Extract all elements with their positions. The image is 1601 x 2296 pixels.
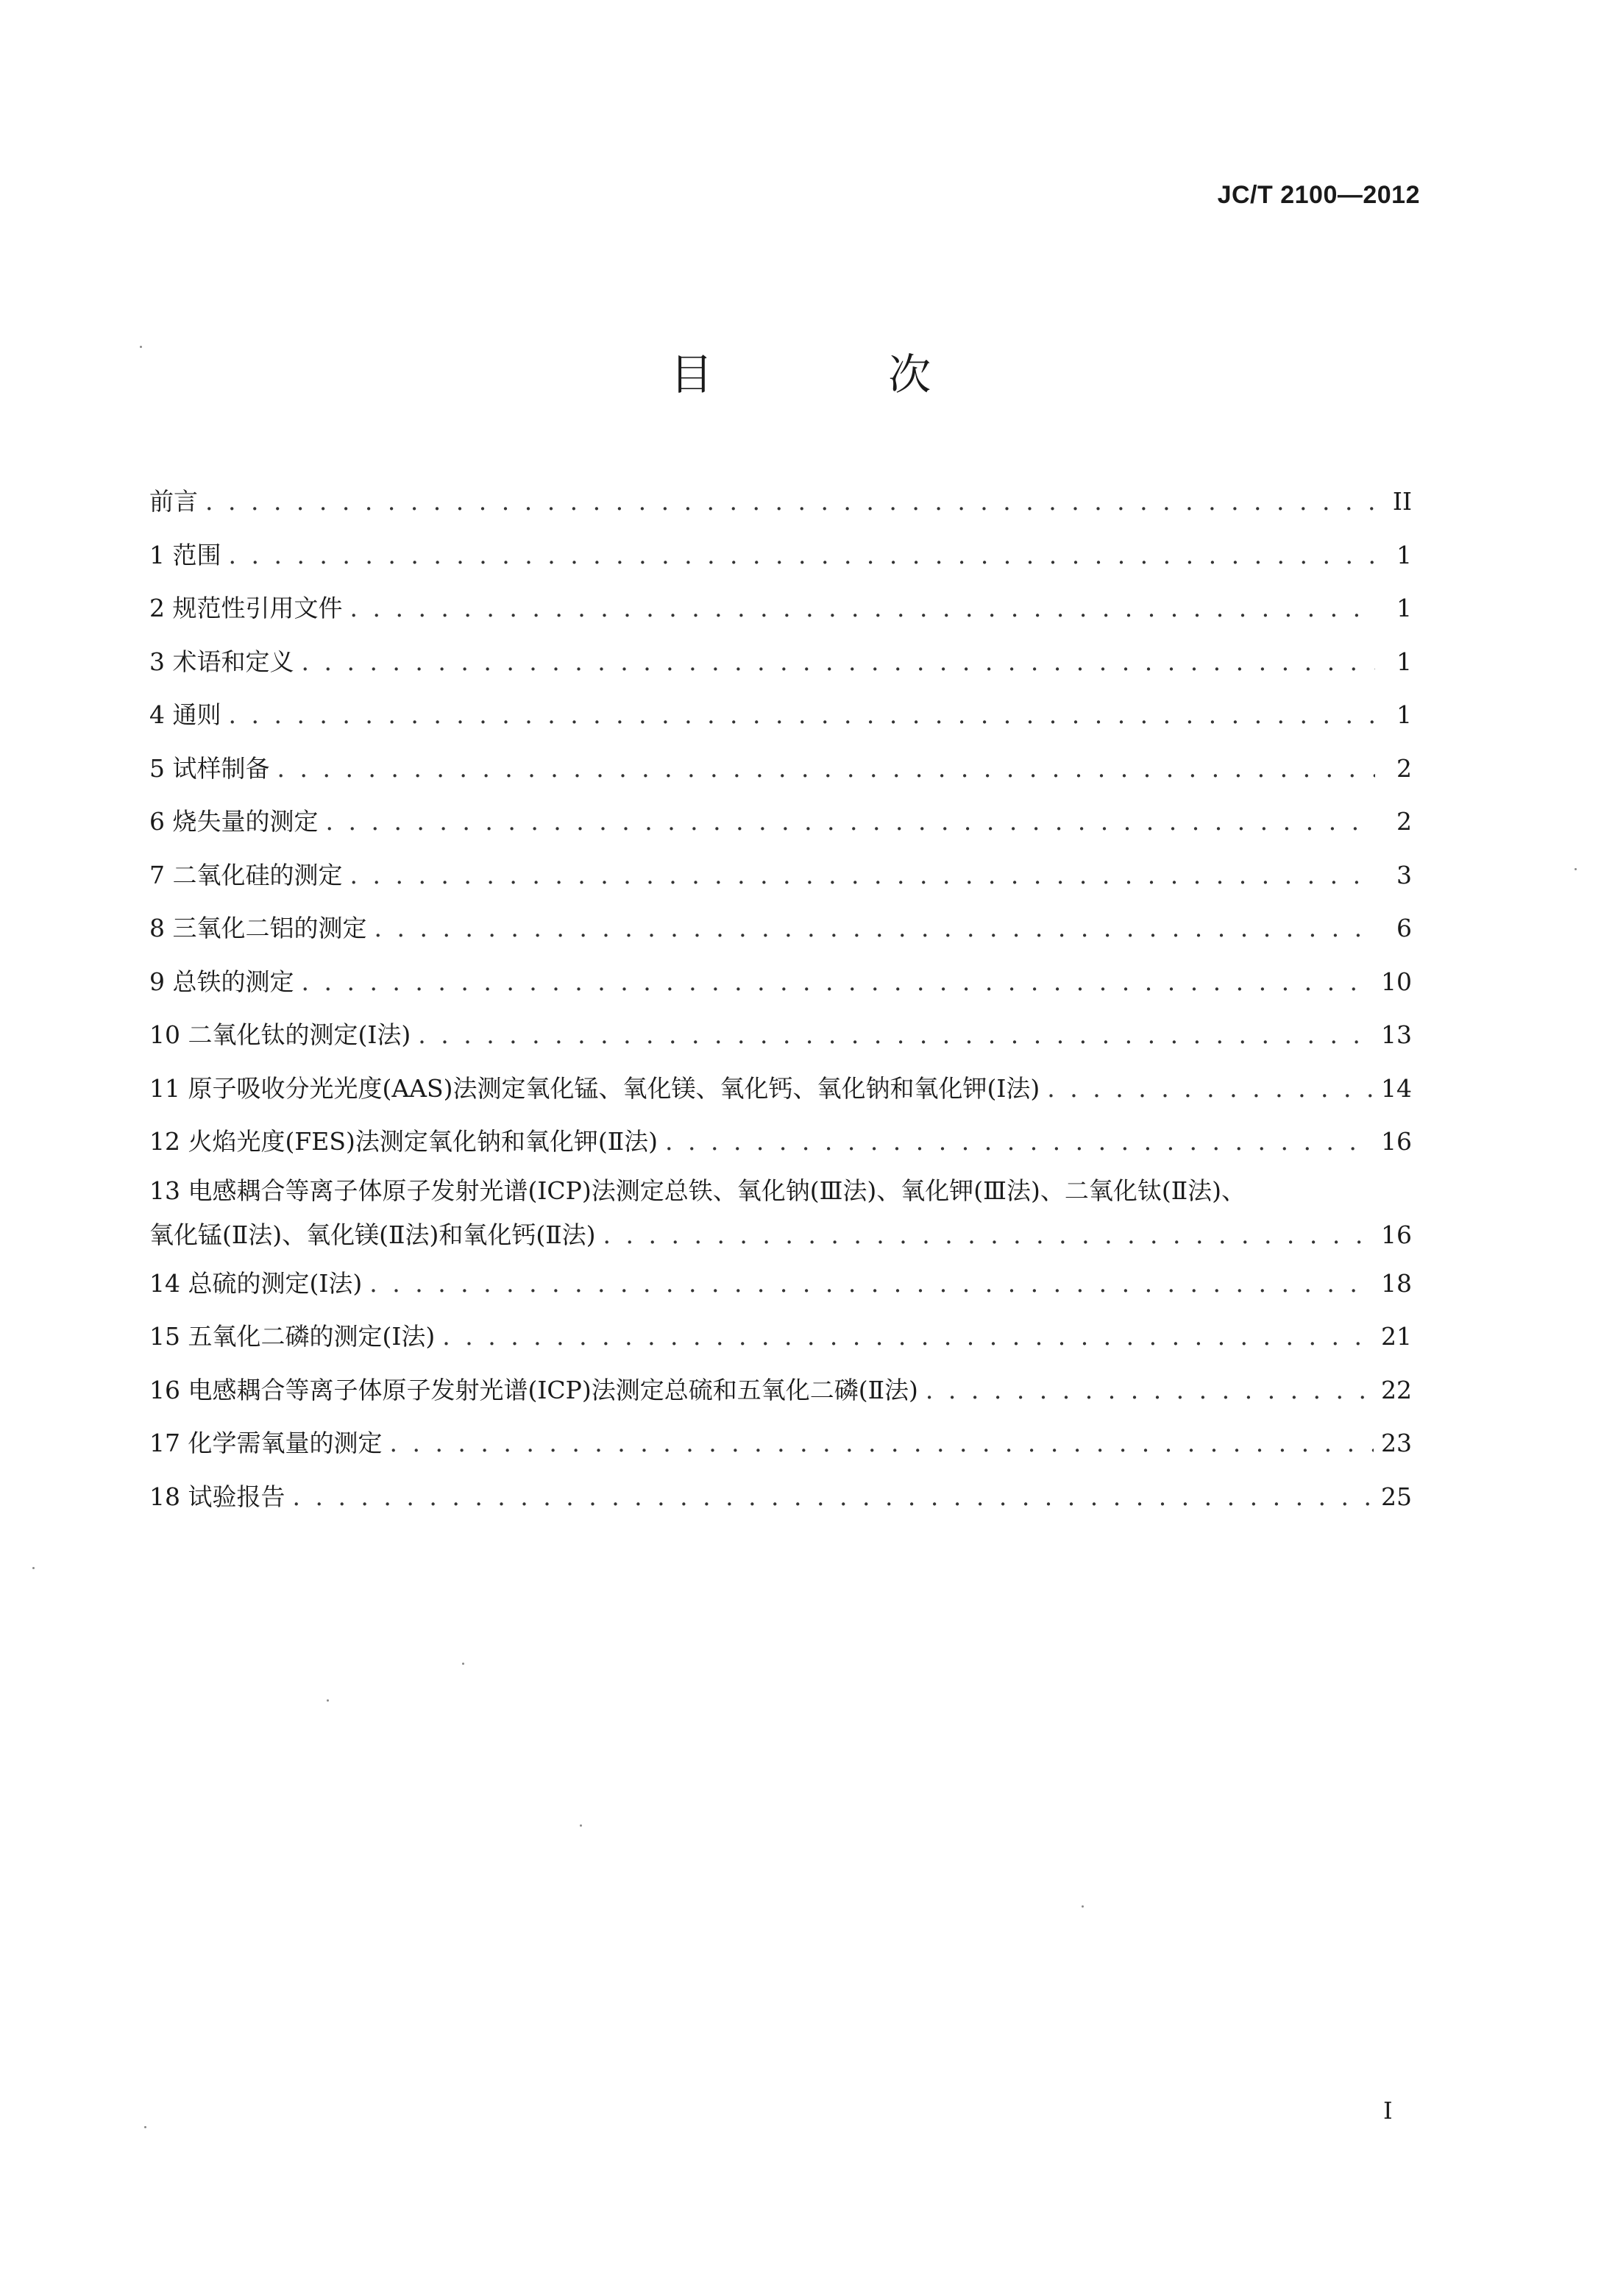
toc-entry-page: 1 (1396, 540, 1412, 569)
toc-entry-page: 10 (1381, 967, 1412, 996)
toc-entry-page: 6 (1396, 914, 1412, 942)
toc-entry-label: 15 五氧化二磷的测定(Ⅰ法) (149, 1322, 436, 1351)
toc-entry-3[interactable] (149, 636, 1412, 689)
toc-entry-label: 17 化学需氧量的测定 (149, 1429, 383, 1457)
page-title: 目 次 (670, 349, 1012, 399)
toc-entry-2[interactable] (149, 582, 1412, 636)
toc-entry-label: 2 规范性引用文件 (149, 594, 343, 622)
toc-dot-leader (926, 1364, 1374, 1418)
toc-entry-label: 1 范围 (149, 540, 221, 569)
toc-entry-label: 13 电感耦合等离子体原子发射光谱(ICP)法测定总铁、氧化钠(Ⅲ法)、氧化钾(Ⅲ法)、二氧化钛(Ⅱ法)、 (149, 1176, 1246, 1205)
toc-dot-leader (302, 956, 1374, 1009)
toc-entry-13-line-2[interactable] (149, 1213, 1412, 1257)
toc-entry-12[interactable] (149, 1115, 1412, 1169)
toc-dot-leader (229, 689, 1376, 742)
toc-entry-label: 10 二氧化钛的测定(Ⅰ法) (149, 1020, 411, 1049)
toc-entry-16[interactable] (149, 1364, 1412, 1418)
toc-dot-leader (205, 475, 1375, 529)
toc-entry-page: 21 (1381, 1322, 1412, 1351)
toc-entry-label-continued: 氧化锰(Ⅱ法)、氧化镁(Ⅱ法)和氧化钙(Ⅱ法) (149, 1220, 596, 1249)
toc-entry-10[interactable] (149, 1009, 1412, 1062)
toc-entry-page: 1 (1396, 594, 1412, 622)
toc-entry-4[interactable] (149, 689, 1412, 742)
toc-entry-18[interactable] (149, 1471, 1412, 1524)
toc-entry-11[interactable] (149, 1062, 1412, 1116)
toc-entry-17[interactable] (149, 1417, 1412, 1471)
toc-entry-14[interactable] (149, 1257, 1412, 1311)
toc-dot-leader (374, 902, 1376, 956)
scan-speck (580, 1824, 582, 1827)
toc-entry-page: 18 (1381, 1268, 1412, 1298)
toc-dot-leader (277, 742, 1376, 796)
toc-dot-leader (326, 795, 1376, 849)
toc-entry-page: 23 (1381, 1429, 1412, 1457)
toc-entry-9[interactable] (149, 956, 1412, 1009)
scan-speck (32, 1567, 35, 1569)
toc-entry-7[interactable] (149, 849, 1412, 903)
toc-entry-5[interactable] (149, 742, 1412, 796)
scan-speck (327, 1699, 329, 1702)
toc-entry-label: 11 原子吸收分光光度(AAS)法测定氧化锰、氧化镁、氧化钙、氧化钠和氧化钾(Ⅰ法) (149, 1073, 1040, 1103)
toc-entry-label: 6 烧失量的测定 (149, 807, 319, 836)
toc-entry-label: 3 术语和定义 (149, 647, 294, 676)
toc-entry-page: 14 (1381, 1073, 1412, 1103)
table-of-contents (149, 475, 1412, 1524)
toc-entry-page: 16 (1381, 1127, 1412, 1156)
toc-entry-15[interactable] (149, 1310, 1412, 1364)
toc-entry-label: 4 通则 (149, 700, 221, 729)
toc-entry-page: 25 (1381, 1482, 1412, 1511)
toc-entry-label: 8 三氧化二铝的测定 (149, 914, 367, 942)
toc-dot-leader (292, 1471, 1374, 1524)
scan-speck (1575, 868, 1577, 870)
toc-dot-leader (665, 1115, 1374, 1169)
toc-entry-page: 2 (1396, 807, 1412, 836)
toc-entry-page: 22 (1381, 1375, 1412, 1404)
toc-entry-label: 14 总硫的测定(Ⅰ法) (149, 1268, 363, 1298)
toc-entry-13-line-1[interactable] (149, 1169, 1412, 1213)
toc-dot-leader (418, 1009, 1374, 1062)
toc-entry-label: 5 试样制备 (149, 753, 270, 783)
toc-entry-page: 1 (1396, 647, 1412, 676)
scan-speck (140, 346, 142, 348)
toc-dot-leader (442, 1310, 1374, 1364)
toc-entry-page: 3 (1396, 860, 1412, 889)
toc-entry-label: 16 电感耦合等离子体原子发射光谱(ICP)法测定总硫和五氧化二磷(Ⅱ法) (149, 1375, 918, 1404)
toc-dot-leader (350, 849, 1376, 903)
toc-dot-leader (603, 1213, 1374, 1257)
toc-entry-page: II (1392, 487, 1412, 516)
toc-entry-label: 前言 (149, 487, 198, 516)
toc-entry-page: 2 (1396, 753, 1412, 783)
toc-entry-label: 18 试验报告 (149, 1482, 285, 1511)
toc-dot-leader (1047, 1062, 1374, 1116)
toc-entry-page: 1 (1396, 700, 1412, 729)
toc-dot-leader (302, 636, 1376, 689)
toc-entry-page: 16 (1381, 1220, 1412, 1249)
toc-dot-leader (229, 529, 1376, 583)
page-number: I (1383, 2097, 1393, 2125)
scan-speck (144, 2126, 146, 2128)
toc-entry-label: 7 二氧化硅的测定 (149, 860, 343, 889)
toc-entry-foreword[interactable] (149, 475, 1412, 529)
toc-entry-page: 13 (1381, 1020, 1412, 1049)
toc-entry-6[interactable] (149, 795, 1412, 849)
toc-dot-leader (389, 1417, 1374, 1471)
toc-entry-label: 9 总铁的测定 (149, 967, 294, 996)
scan-speck (1082, 1905, 1084, 1908)
scan-speck (462, 1663, 464, 1665)
toc-dot-leader (369, 1257, 1374, 1311)
toc-entry-1[interactable] (149, 529, 1412, 583)
toc-entry-label: 12 火焰光度(FES)法测定氧化钠和氧化钾(Ⅱ法) (149, 1127, 658, 1156)
toc-entry-8[interactable] (149, 902, 1412, 956)
toc-dot-leader (350, 582, 1376, 636)
document-code: JC/T 2100—2012 (1217, 181, 1420, 209)
